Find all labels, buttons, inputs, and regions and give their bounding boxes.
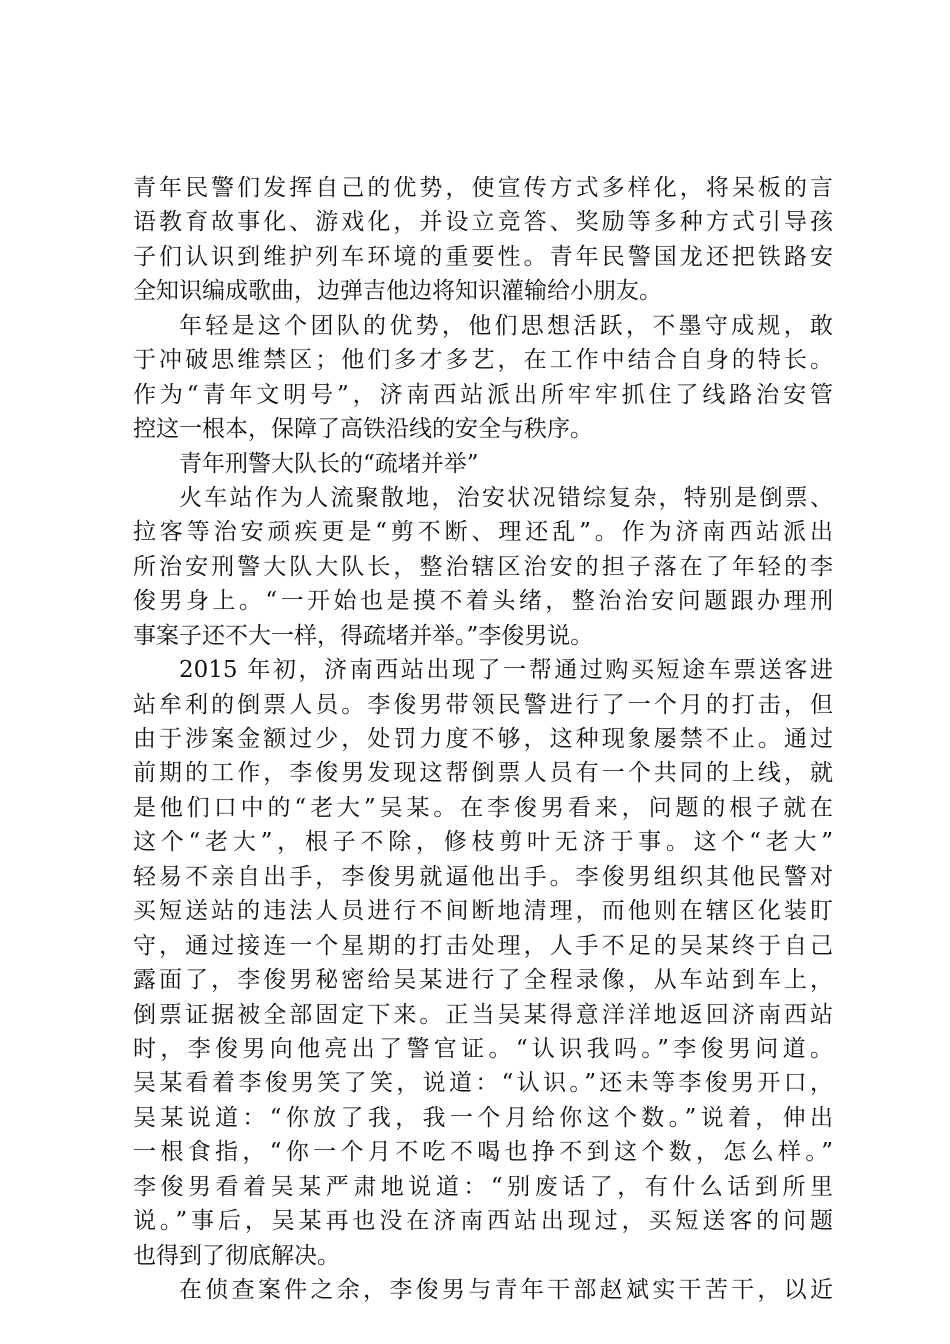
text-line: 控这一根本，保障了高铁沿线的安全与秩序。 bbox=[133, 416, 593, 443]
text-line: 时，李俊男向他亮出了警官证。“认识我吗。”李俊男问道。 bbox=[133, 1035, 833, 1062]
text-line: 倒票证据被全部固定下来。正当吴某得意洋洋地返回济南西站 bbox=[133, 1001, 833, 1028]
text-line: 这个“老大”，根子不除，修枝剪叶无济于事。这个“老大” bbox=[133, 829, 833, 856]
text-line: 李俊男看着吴某严肃地说道：“别废话了，有什么话到所里 bbox=[133, 1173, 833, 1200]
text-line: 年轻是这个团队的优势，他们思想活跃，不墨守成规，敢 bbox=[179, 312, 833, 339]
text-line: 前期的工作，李俊男发现这帮倒票人员有一个共同的上线，就 bbox=[133, 760, 833, 787]
text-line: 也得到了彻底解决。 bbox=[133, 1242, 340, 1269]
text-line: 作为“青年文明号”，济南西站派出所牢牢抓住了线路治安管 bbox=[133, 381, 833, 408]
text-line: 吴某看着李俊男笑了笑，说道：“认识。”还未等李俊男开口， bbox=[133, 1070, 833, 1097]
document-body bbox=[133, 171, 833, 1307]
text-line: 所治安刑警大队大队长，整治辖区治安的担子落在了年轻的李 bbox=[133, 553, 833, 580]
text-line: 语教育故事化、游戏化，并设立竞答、奖励等多种方式引导孩 bbox=[133, 209, 833, 236]
text-line: 是他们口中的“老大”吴某。在李俊男看来，问题的根子就在 bbox=[133, 794, 833, 821]
text-line: 由于涉案金额过少，处罚力度不够，这种现象屡禁不止。通过 bbox=[133, 726, 833, 752]
text-line: 站牟利的倒票人员。李俊男带领民警进行了一个月的打击，但 bbox=[133, 691, 833, 718]
text-line: 吴某说道：“你放了我，我一个月给你这个数。”说着，伸出 bbox=[133, 1104, 833, 1131]
text-line: 露面了，李俊男秘密给吴某进行了全程录像，从车站到车上， bbox=[133, 967, 833, 994]
text-line: 在侦查案件之余，李俊男与青年干部赵斌实干苦干，以近 bbox=[179, 1277, 833, 1303]
text-line: 俊男身上。“一开始也是摸不着头绪，整治治安问题跟办理刑 bbox=[133, 588, 833, 615]
text-line: 子们认识到维护列车环境的重要性。青年民警国龙还把铁路安 bbox=[133, 243, 833, 270]
text-line: 一根食指，“你一个月不吃不喝也挣不到这个数，怎么样。” bbox=[133, 1139, 833, 1166]
text-line: 事案子还不大一样，得疏堵并举。”李俊男说。 bbox=[133, 622, 594, 649]
text-line: 2015 年初，济南西站出现了一帮通过购买短途车票送客进 bbox=[179, 657, 833, 684]
text-line: 拉客等治安顽疾更是“剪不断、理还乱”。作为济南西站派出 bbox=[133, 519, 833, 546]
text-line: 轻易不亲自出手，李俊男就逼他出手。李俊男组织其他民警对 bbox=[133, 863, 833, 890]
text-line: 青年民警们发挥自己的优势，使宣传方式多样化，将呆板的言 bbox=[133, 175, 833, 201]
text-line: 火车站作为人流聚散地，治安状况错综复杂，特别是倒票、 bbox=[179, 484, 833, 511]
text-line: 说。”事后，吴某再也没在济南西站出现过，买短送客的问题 bbox=[133, 1208, 833, 1235]
text-line: 买短送站的违法人员进行不间断地清理，而他则在辖区化装盯 bbox=[133, 898, 833, 925]
text-line: 青年刑警大队长的“疏堵并举” bbox=[179, 450, 479, 477]
text-line: 守，通过接连一个星期的打击处理，人手不足的吴某终于自己 bbox=[133, 932, 833, 959]
text-line: 全知识编成歌曲，边弹吉他边将知识灌输给小朋友。 bbox=[133, 278, 662, 305]
text-line: 于冲破思维禁区；他们多才多艺，在工作中结合自身的特长。 bbox=[133, 347, 833, 374]
